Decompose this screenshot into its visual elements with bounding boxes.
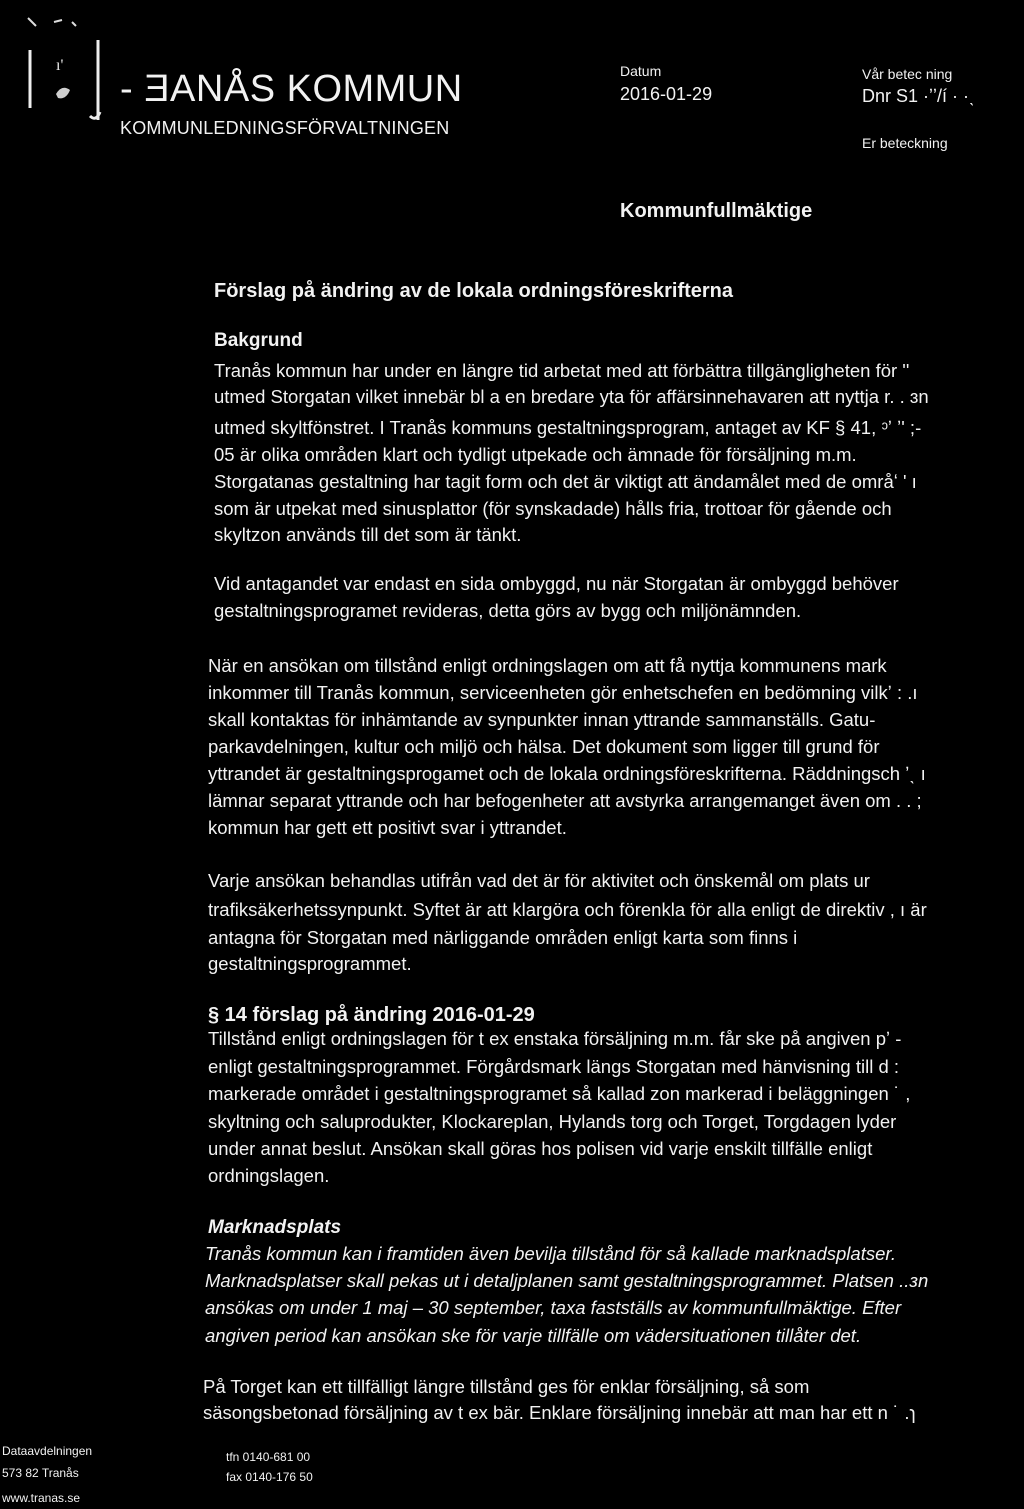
paragraph-line: skyltzon används till det som är tänkt. <box>214 524 522 545</box>
paragraph-line: antagna för Storgatan med närliggande områden enligt karta som finns i <box>208 927 798 948</box>
section-heading-proposal: § 14 förslag på ändring 2016-01-29 <box>208 1004 535 1026</box>
svg-text:ı': ı' <box>56 57 64 74</box>
paragraph-line: parkavdelningen, kultur och miljö och hälsa. Det dokument som ligger till grund för <box>208 736 880 757</box>
org-department: KOMMUNLEDNINGSFÖRVALTNINGEN <box>120 118 450 138</box>
section-heading-market: Marknadsplats <box>208 1217 342 1238</box>
org-name: - ƎANÅS KOMMUN <box>120 68 463 110</box>
section-heading-background: Bakgrund <box>214 330 303 351</box>
paragraph-line: Vid antagandet var endast en sida ombyggd, nu när Storgatan är ombyggd behöver <box>214 573 899 594</box>
paragraph-line: Storgatanas gestaltning har tagit form och det är viktigt att ändamålet med de områʻ ' ı <box>214 471 917 492</box>
paragraph-line: säsongsbetonad försäljning av t ex bär. Enklare försäljning innebär att man har ett n ˙ .ɿ <box>203 1402 916 1423</box>
paragraph-line: inkommer till Tranås kommun, serviceenheten gör enhetschefen en bedömning vilkʼ : .ı <box>208 682 918 703</box>
paragraph-line: utmed Storgatan vilket innebär bl a en bredare yta för affärsinnehavaren att nyttja r. . ɜn <box>214 386 929 407</box>
date-label: Datum <box>620 63 662 79</box>
paragraph-line: gestaltningsprogrammet. <box>208 953 412 974</box>
paragraph-line: På Torget kan ett tillfälligt längre tillstånd ges för enklar försäljning, så som <box>203 1376 810 1397</box>
paragraph-line: Marknadsplatser skall pekas ut i detaljplanen samt gestaltningsprogrammet. Platsen ..ɜn <box>205 1270 929 1291</box>
paragraph-line: 05 är olika områden klart och tydligt utpekade och ämnade för försäljning m.m. <box>214 444 857 465</box>
footer-website: www.tranas.se <box>2 1491 81 1505</box>
paragraph-line: som är utpekat med sinusplattor (för synskadade) hålls fria, trottoar för gående och <box>214 498 892 519</box>
paragraph-line: gestaltningsprogramet revideras, detta görs av bygg och miljönämnden. <box>214 600 802 621</box>
paragraph-line: utmed skyltfönstret. I Tranås kommuns gestaltningsprogram, antaget av KF § 41, ᵓʼ ʼ' ;- <box>214 417 922 438</box>
paragraph-line: markerade området i gestaltningsprogramet så kallad zon markerad i beläggningen ˙ , <box>208 1083 911 1104</box>
footer-department: Dataavdelningen <box>2 1444 93 1458</box>
paragraph-line: Varje ansökan behandlas utifrån vad det är för aktivitet och önskemål om plats ur <box>208 870 870 891</box>
municipality-logo <box>22 12 102 122</box>
paragraph-line: yttrandet är gestaltningsprogamet och de lokala ordningsföreskrifterna. Räddningsch ʼˎ ı <box>208 763 926 784</box>
paragraph-line: enligt gestaltningsprogrammet. Förgårdsmark längs Storgatan med hänvisning till d : <box>208 1056 900 1077</box>
paragraph-line: angiven period kan ansökan ske för varje tillfälle om vädersituationen tillåter det. <box>205 1325 862 1346</box>
paragraph-line: skall kontaktas för inhämtande av synpunkter innan yttrande sammanställs. Gatu- <box>208 709 876 730</box>
footer-fax: fax 0140-176 50 <box>226 1470 313 1484</box>
paragraph-line: kommun har gett ett positivt svar i yttrandet. <box>208 817 567 838</box>
paragraph-line: Tranås kommun har under en längre tid arbetat med att förbättra tillgängligheten för '' <box>214 360 910 381</box>
paragraph-line: under annat beslut. Ansökan skall göras hos polisen vid varje enskilt tillfälle enligt <box>208 1138 873 1159</box>
footer-address: 573 82 Tranås <box>2 1466 79 1480</box>
paragraph-line: Tillstånd enligt ordningslagen för t ex enstaka försäljning m.m. får ske på angiven pʼ - <box>208 1028 902 1049</box>
our-reference-label: Vår betec ning <box>862 66 953 82</box>
your-reference-label: Er beteckning <box>862 135 948 151</box>
recipient: Kommunfullmäktige <box>620 200 813 222</box>
paragraph-line: ordningslagen. <box>208 1165 330 1186</box>
footer-phone: tfn 0140-681 00 <box>226 1450 311 1464</box>
paragraph-line: skyltning och saluprodukter, Klockareplan, Hylands torg och Torget, Torgdagen lyder <box>208 1111 897 1132</box>
paragraph-line: ansökas om under 1 maj – 30 september, taxa fastställs av kommunfullmäktige. Efter <box>205 1297 902 1318</box>
paragraph-line: När en ansökan om tillstånd enligt ordningslagen om att få nyttja kommunens mark <box>208 655 887 676</box>
date-value: 2016-01-29 <box>620 84 713 104</box>
paragraph-line: trafiksäkerhetssynpunkt. Syftet är att klargöra och förenkla för alla enligt de direktiv , ı är <box>208 899 927 920</box>
paragraph-line: lämnar separat yttrande och har befogenheter att avstyrka arrangemanget även om . . ; <box>208 790 922 811</box>
document-title: Förslag på ändring av de lokala ordningsföreskrifterna <box>214 280 734 302</box>
paragraph-line: Tranås kommun kan i framtiden även bevilja tillstånd för så kallade marknadsplatser. <box>205 1243 896 1264</box>
our-reference-value: Dnr S1 ·ʼʼ/í · ·ˎ <box>862 86 976 106</box>
